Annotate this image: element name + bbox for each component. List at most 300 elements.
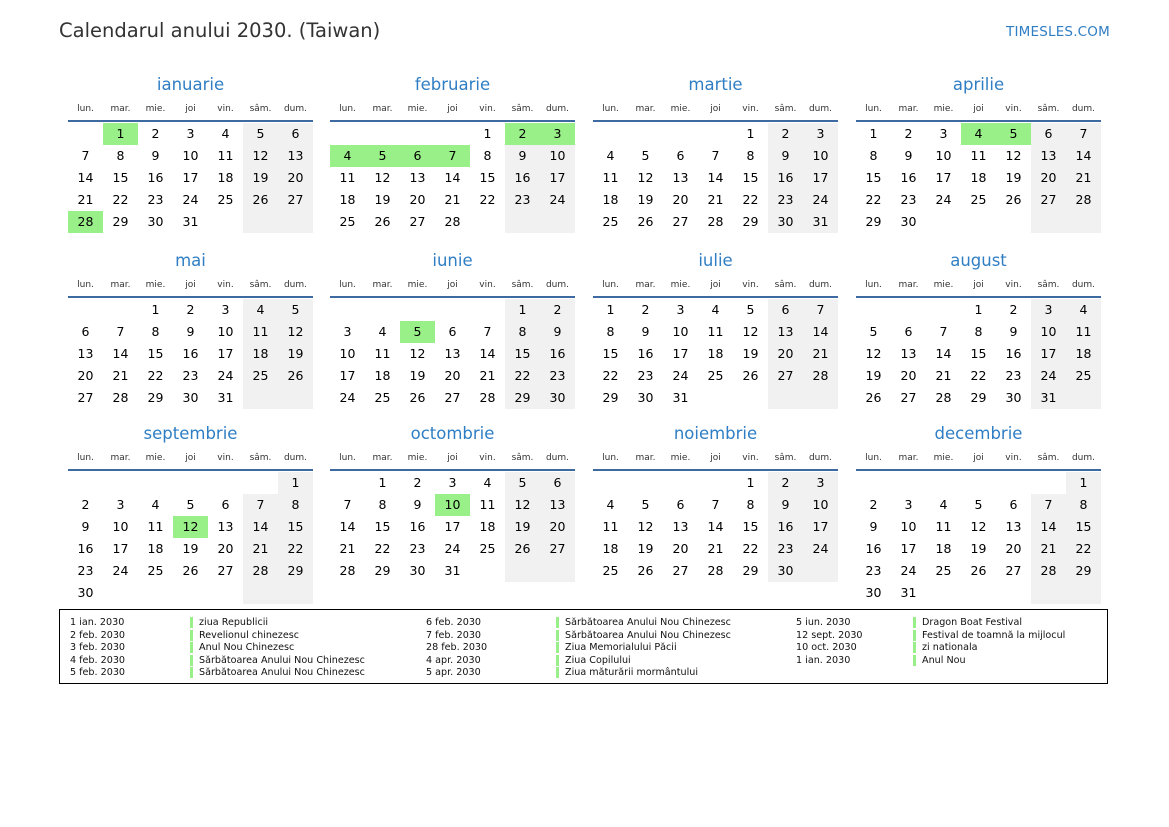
month-name: martie (688, 75, 743, 94)
day-cell: 15 (602, 346, 619, 361)
day-cell: 4 (221, 126, 230, 141)
empty-cell (435, 123, 470, 145)
weekday-label: lun. (865, 104, 882, 114)
day-cell: 24 (444, 541, 461, 556)
day-cell: 14 (1066, 145, 1101, 167)
holiday-name: Festival de toamnă la mijlocul (913, 630, 1065, 641)
day-cell: 10 (672, 324, 689, 339)
day-grid (856, 472, 1101, 604)
day-cell: 6 (676, 148, 685, 163)
day-cell: 14 (339, 519, 356, 534)
day-cell: 8 (483, 148, 492, 163)
day-cell: 2 (540, 299, 575, 321)
day-cell: 4 (711, 302, 720, 317)
day-cell: 29 (278, 560, 313, 582)
day-cell: 8 (151, 324, 160, 339)
weekday-label: vin. (1005, 104, 1022, 114)
day-cell: 9 (186, 324, 195, 339)
site-link[interactable]: TIMESLES.COM (1006, 24, 1110, 40)
empty-cell (278, 387, 313, 409)
day-cell: 13 (768, 321, 803, 343)
empty-cell (400, 123, 435, 145)
weekday-label: sâm. (774, 453, 797, 463)
day-cell: 10 (217, 324, 234, 339)
month-noiembrie (593, 421, 838, 582)
day-cell: 3 (676, 302, 685, 317)
weekday-label: mar. (898, 280, 919, 290)
day-cell: 9 (768, 145, 803, 167)
day-cell: 27 (1031, 189, 1066, 211)
day-cell: 1 (974, 302, 983, 317)
day-cell: 12 (173, 516, 208, 538)
empty-cell (505, 211, 540, 233)
day-cell: 1 (278, 472, 313, 494)
day-cell: 21 (243, 538, 278, 560)
day-cell: 16 (182, 346, 199, 361)
empty-cell (173, 472, 208, 494)
day-cell: 18 (217, 170, 234, 185)
weekday-label: lun. (865, 280, 882, 290)
empty-cell (663, 472, 698, 494)
day-cell: 20 (900, 368, 917, 383)
day-cell: 2 (869, 497, 878, 512)
empty-cell (628, 472, 663, 494)
holiday-name: Sărbătoarea Anului Nou Chinezesc (190, 667, 365, 678)
day-cell: 16 (505, 167, 540, 189)
day-cell: 30 (1005, 390, 1022, 405)
day-cell: 26 (505, 538, 540, 560)
empty-cell (470, 211, 505, 233)
day-cell: 10 (1031, 321, 1066, 343)
empty-cell (243, 472, 278, 494)
weekday-header (593, 453, 838, 467)
day-cell: 3 (540, 123, 575, 145)
day-cell: 15 (112, 170, 129, 185)
day-cell: 27 (540, 538, 575, 560)
empty-cell (208, 211, 243, 233)
day-cell: 9 (413, 497, 422, 512)
empty-cell (698, 387, 733, 409)
day-cell: 28 (243, 560, 278, 582)
weekday-label: sâm. (249, 104, 272, 114)
empty-cell (628, 123, 663, 145)
empty-cell (435, 299, 470, 321)
empty-cell (470, 299, 505, 321)
month-name: iulie (698, 251, 733, 270)
day-cell: 19 (374, 192, 391, 207)
legend-row (426, 667, 731, 680)
day-cell: 24 (672, 368, 689, 383)
header-rule (856, 296, 1101, 298)
weekday-label: dum. (545, 453, 570, 463)
day-cell: 4 (330, 145, 365, 167)
day-cell: 27 (217, 563, 234, 578)
legend-column-3 (796, 617, 1065, 667)
day-cell: 25 (147, 563, 164, 578)
day-cell: 23 (637, 368, 654, 383)
day-cell: 1 (378, 475, 387, 490)
day-cell: 21 (935, 368, 952, 383)
day-cell: 18 (602, 541, 619, 556)
day-cell: 16 (900, 170, 917, 185)
day-cell: 13 (444, 346, 461, 361)
month-name: august (950, 251, 1007, 270)
day-cell: 5 (278, 299, 313, 321)
holiday-date: 4 feb. 2030 (70, 654, 126, 666)
day-cell: 19 (742, 346, 759, 361)
empty-cell (400, 299, 435, 321)
day-cell: 21 (707, 541, 724, 556)
empty-cell (138, 582, 173, 604)
weekday-label: joi (710, 453, 721, 463)
empty-cell (68, 472, 103, 494)
day-cell: 9 (904, 148, 913, 163)
weekday-label: joi (710, 280, 721, 290)
empty-cell (926, 211, 961, 233)
day-cell: 11 (707, 324, 724, 339)
day-cell: 28 (479, 390, 496, 405)
day-cell: 1 (1066, 472, 1101, 494)
month-august (856, 248, 1101, 409)
empty-cell (505, 560, 540, 582)
day-cell: 5 (186, 497, 195, 512)
day-cell: 25 (374, 390, 391, 405)
weekday-label: sâm. (1037, 280, 1060, 290)
weekday-label: mar. (372, 104, 393, 114)
header-rule (330, 120, 575, 122)
holiday-name: Dragon Boat Festival (913, 617, 1022, 628)
empty-cell (68, 299, 103, 321)
day-cell: 7 (81, 148, 90, 163)
month-name: ianuarie (156, 75, 225, 94)
day-cell: 21 (1031, 538, 1066, 560)
day-cell: 3 (221, 302, 230, 317)
day-cell: 23 (409, 541, 426, 556)
legend-row (70, 642, 365, 655)
month-name: septembrie (143, 424, 238, 443)
day-cell: 13 (540, 494, 575, 516)
day-cell: 28 (707, 563, 724, 578)
weekday-label: mar. (372, 453, 393, 463)
holiday-date: 5 apr. 2030 (426, 667, 481, 679)
day-cell: 28 (1031, 560, 1066, 582)
day-cell: 17 (182, 170, 199, 185)
day-cell: 20 (1005, 541, 1022, 556)
day-cell: 14 (707, 519, 724, 534)
weekday-label: vin. (479, 280, 496, 290)
day-cell: 2 (641, 302, 650, 317)
day-cell: 23 (540, 365, 575, 387)
weekday-label: vin. (217, 280, 234, 290)
day-cell: 31 (182, 214, 199, 229)
month-name: februarie (414, 75, 491, 94)
weekday-label: vin. (479, 453, 496, 463)
empty-cell (1066, 582, 1101, 604)
month-name: aprilie (952, 75, 1005, 94)
weekday-label: mie. (670, 104, 691, 114)
day-cell: 6 (904, 324, 913, 339)
day-cell: 19 (243, 167, 278, 189)
day-cell: 8 (746, 148, 755, 163)
legend-row (426, 642, 731, 655)
weekday-label: mar. (372, 280, 393, 290)
day-cell: 11 (339, 170, 356, 185)
day-cell: 2 (151, 126, 160, 141)
day-cell: 11 (374, 346, 391, 361)
day-cell: 15 (742, 519, 759, 534)
empty-cell (926, 299, 961, 321)
empty-cell (103, 299, 138, 321)
legend-row (70, 630, 365, 643)
day-cell: 20 (217, 541, 234, 556)
day-cell: 23 (865, 563, 882, 578)
day-cell: 15 (505, 343, 540, 365)
day-cell: 26 (865, 390, 882, 405)
day-cell: 28 (803, 365, 838, 387)
day-cell: 13 (217, 519, 234, 534)
day-cell: 21 (1066, 167, 1101, 189)
day-cell: 1 (746, 475, 755, 490)
weekday-label: mar. (110, 104, 131, 114)
empty-cell (330, 123, 365, 145)
weekday-label: lun. (77, 280, 94, 290)
day-cell: 9 (768, 494, 803, 516)
day-grid (856, 123, 1101, 233)
holiday-name: Revelionul chinezesc (190, 630, 299, 641)
day-cell: 30 (865, 585, 882, 600)
day-cell: 26 (182, 563, 199, 578)
day-cell: 3 (939, 126, 948, 141)
empty-cell (961, 582, 996, 604)
day-cell: 29 (1066, 560, 1101, 582)
month-name: mai (175, 251, 206, 270)
day-cell: 27 (77, 390, 94, 405)
day-cell: 16 (768, 167, 803, 189)
holiday-date: 28 feb. 2030 (426, 642, 488, 654)
header-rule (68, 120, 313, 122)
weekday-label: mar. (898, 104, 919, 114)
day-cell: 25 (243, 365, 278, 387)
day-cell: 30 (147, 214, 164, 229)
day-cell: 6 (81, 324, 90, 339)
day-cell: 4 (606, 148, 615, 163)
day-cell: 4 (1066, 299, 1101, 321)
day-cell: 29 (147, 390, 164, 405)
day-cell: 3 (803, 472, 838, 494)
day-cell: 22 (374, 541, 391, 556)
day-cell: 5 (869, 324, 878, 339)
holiday-date: 2 feb. 2030 (70, 629, 126, 641)
day-cell: 28 (68, 211, 103, 233)
day-cell: 29 (742, 563, 759, 578)
day-cell: 13 (900, 346, 917, 361)
day-cell: 27 (444, 390, 461, 405)
day-cell: 17 (803, 167, 838, 189)
day-cell: 13 (77, 346, 94, 361)
holiday-date: 1 ian. 2030 (70, 617, 125, 628)
weekday-label: vin. (217, 453, 234, 463)
day-cell: 5 (746, 302, 755, 317)
empty-cell (593, 472, 628, 494)
day-cell: 7 (243, 494, 278, 516)
day-cell: 22 (602, 368, 619, 383)
holiday-date: 4 apr. 2030 (426, 654, 481, 666)
day-cell: 11 (935, 519, 952, 534)
day-cell: 8 (1066, 494, 1101, 516)
day-cell: 11 (1066, 321, 1101, 343)
header-rule (68, 296, 313, 298)
day-cell: 25 (970, 192, 987, 207)
day-cell: 23 (147, 192, 164, 207)
day-cell: 12 (637, 170, 654, 185)
empty-cell (593, 123, 628, 145)
weekday-label: vin. (742, 280, 759, 290)
weekday-label: sâm. (511, 453, 534, 463)
weekday-label: mar. (635, 453, 656, 463)
weekday-label: joi (185, 453, 196, 463)
weekday-label: lun. (602, 280, 619, 290)
day-cell: 25 (217, 192, 234, 207)
day-cell: 29 (742, 214, 759, 229)
day-cell: 1 (606, 302, 615, 317)
month-name: noiembrie (673, 424, 758, 443)
day-cell: 27 (278, 189, 313, 211)
day-cell: 9 (869, 519, 878, 534)
day-grid (593, 472, 838, 582)
weekday-label: joi (710, 104, 721, 114)
legend-row (796, 617, 1065, 630)
day-grid (68, 123, 313, 233)
day-cell: 30 (900, 214, 917, 229)
day-cell: 29 (970, 390, 987, 405)
empty-cell (996, 211, 1031, 233)
day-cell: 29 (505, 387, 540, 409)
month-name: iunie (432, 251, 473, 270)
weekday-label: vin. (479, 104, 496, 114)
day-cell: 20 (768, 343, 803, 365)
day-cell: 26 (637, 563, 654, 578)
day-cell: 10 (803, 145, 838, 167)
weekday-header (330, 104, 575, 118)
day-cell: 27 (1005, 563, 1022, 578)
day-cell: 25 (707, 368, 724, 383)
day-cell: 31 (672, 390, 689, 405)
day-cell: 20 (1031, 167, 1066, 189)
legend-column-2 (426, 617, 731, 680)
weekday-label: mar. (635, 280, 656, 290)
day-cell: 15 (865, 170, 882, 185)
legend-row (796, 655, 1065, 668)
day-cell: 30 (182, 390, 199, 405)
weekday-label: dum. (545, 104, 570, 114)
day-cell: 7 (939, 324, 948, 339)
header-rule (856, 469, 1101, 471)
day-cell: 12 (505, 494, 540, 516)
weekday-header (593, 280, 838, 294)
empty-cell (803, 387, 838, 409)
weekday-label: mar. (110, 453, 131, 463)
weekday-label: sâm. (249, 453, 272, 463)
empty-cell (891, 299, 926, 321)
day-cell: 1 (746, 126, 755, 141)
day-cell: 26 (243, 189, 278, 211)
day-cell: 30 (768, 211, 803, 233)
day-cell: 8 (746, 497, 755, 512)
day-cell: 12 (970, 519, 987, 534)
day-cell: 26 (374, 214, 391, 229)
day-cell: 24 (112, 563, 129, 578)
holiday-date: 3 feb. 2030 (70, 642, 126, 654)
holiday-date: 10 oct. 2030 (796, 642, 857, 654)
empty-cell (103, 472, 138, 494)
weekday-label: mie. (933, 104, 954, 114)
day-cell: 29 (865, 214, 882, 229)
day-cell: 3 (803, 123, 838, 145)
legend-column-1 (70, 617, 365, 680)
day-cell: 5 (641, 497, 650, 512)
day-cell: 18 (479, 519, 496, 534)
weekday-label: mie. (407, 104, 428, 114)
day-cell: 17 (112, 541, 129, 556)
day-cell: 19 (865, 368, 882, 383)
day-cell: 16 (1005, 346, 1022, 361)
day-cell: 19 (409, 368, 426, 383)
day-cell: 15 (742, 170, 759, 185)
weekday-header (68, 104, 313, 118)
day-cell: 27 (409, 214, 426, 229)
day-cell: 17 (935, 170, 952, 185)
day-cell: 18 (147, 541, 164, 556)
day-cell: 4 (606, 497, 615, 512)
day-cell: 21 (803, 343, 838, 365)
empty-cell (243, 582, 278, 604)
empty-cell (470, 560, 505, 582)
day-cell: 31 (803, 211, 838, 233)
day-cell: 3 (1031, 299, 1066, 321)
day-cell: 20 (672, 541, 689, 556)
weekday-header (68, 453, 313, 467)
day-cell: 21 (77, 192, 94, 207)
day-grid (68, 472, 313, 604)
weekday-label: mie. (407, 453, 428, 463)
holiday-name: Sărbătoarea Anului Nou Chinezesc (556, 630, 731, 641)
day-cell: 30 (540, 387, 575, 409)
weekday-label: mie. (145, 104, 166, 114)
day-grid (330, 123, 575, 233)
month-martie (593, 72, 838, 233)
day-cell: 22 (112, 192, 129, 207)
day-cell: 3 (448, 475, 457, 490)
holiday-name: Ziua Copilului (556, 655, 631, 666)
day-cell: 8 (378, 497, 387, 512)
day-cell: 14 (803, 321, 838, 343)
weekday-label: sâm. (511, 104, 534, 114)
weekday-label: joi (447, 453, 458, 463)
day-cell: 11 (602, 519, 619, 534)
day-cell: 5 (243, 123, 278, 145)
day-cell: 31 (900, 585, 917, 600)
day-cell: 3 (343, 324, 352, 339)
day-cell: 10 (935, 148, 952, 163)
header-rule (593, 120, 838, 122)
day-cell: 10 (112, 519, 129, 534)
day-cell: 30 (637, 390, 654, 405)
weekday-label: dum. (808, 280, 833, 290)
day-cell: 8 (606, 324, 615, 339)
month-name: decembrie (934, 424, 1023, 443)
month-ianuarie (68, 72, 313, 233)
weekday-label: lun. (339, 104, 356, 114)
